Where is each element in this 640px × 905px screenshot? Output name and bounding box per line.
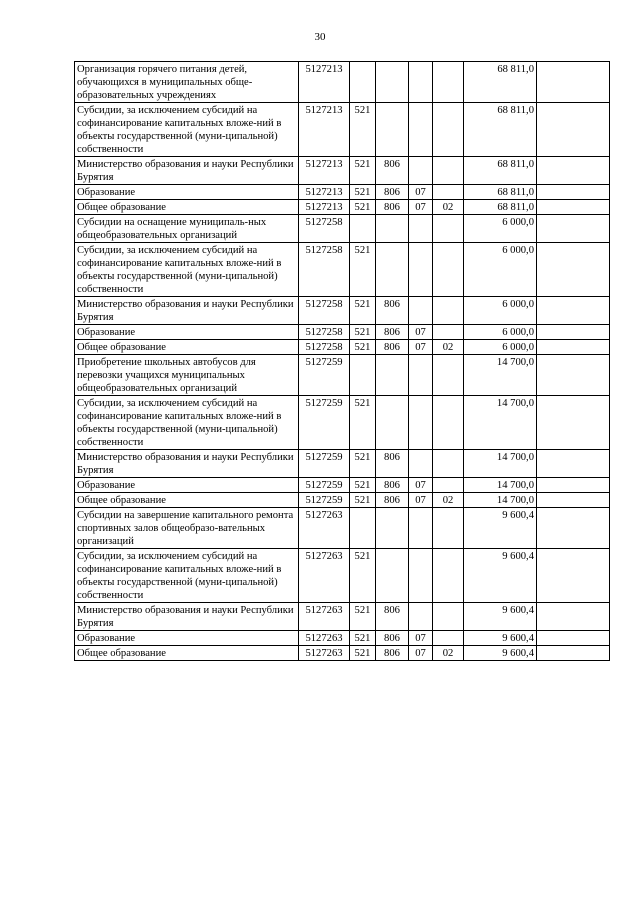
table-row — [75, 103, 610, 157]
budget-table-body — [75, 62, 610, 661]
cell-expense-type-code: 521 — [350, 200, 376, 215]
cell-extra-column — [537, 200, 610, 215]
cell-extra-column — [537, 325, 610, 340]
cell-administrator-code: 806 — [376, 297, 409, 325]
cell-expense-type-code — [350, 215, 376, 243]
cell-subsection-code — [433, 631, 464, 646]
cell-subsection-code — [433, 243, 464, 297]
cell-expense-type-code: 521 — [350, 493, 376, 508]
cell-subsection-code: 02 — [433, 646, 464, 661]
cell-administrator-code — [376, 243, 409, 297]
table-row — [75, 396, 610, 450]
cell-expense-type-code — [350, 508, 376, 549]
cell-item-name: Организация горячего питания детей, обучающихся в муниципальных обще-образовательных учреждениях — [75, 62, 299, 103]
cell-administrator-code: 806 — [376, 478, 409, 493]
cell-administrator-code: 806 — [376, 157, 409, 185]
cell-administrator-code: 806 — [376, 450, 409, 478]
cell-subsection-code — [433, 157, 464, 185]
cell-section-code: 07 — [409, 340, 433, 355]
cell-subsection-code: 02 — [433, 200, 464, 215]
cell-administrator-code — [376, 549, 409, 603]
cell-expense-type-code: 521 — [350, 603, 376, 631]
table-row — [75, 185, 610, 200]
cell-amount: 14 700,0 — [464, 493, 537, 508]
cell-amount: 14 700,0 — [464, 450, 537, 478]
cell-section-code — [409, 243, 433, 297]
cell-target-article-code: 5127258 — [299, 243, 350, 297]
cell-target-article-code: 5127258 — [299, 215, 350, 243]
cell-item-name: Министерство образования и науки Республики Бурятия — [75, 297, 299, 325]
cell-amount: 6 000,0 — [464, 243, 537, 297]
table-row — [75, 243, 610, 297]
cell-subsection-code — [433, 508, 464, 549]
cell-subsection-code — [433, 478, 464, 493]
cell-item-name: Общее образование — [75, 493, 299, 508]
cell-target-article-code: 5127259 — [299, 450, 350, 478]
cell-subsection-code — [433, 62, 464, 103]
cell-target-article-code: 5127259 — [299, 478, 350, 493]
cell-extra-column — [537, 157, 610, 185]
cell-subsection-code — [433, 355, 464, 396]
cell-item-name: Министерство образования и науки Республики Бурятия — [75, 603, 299, 631]
cell-subsection-code — [433, 297, 464, 325]
cell-item-name: Общее образование — [75, 200, 299, 215]
cell-expense-type-code: 521 — [350, 340, 376, 355]
cell-item-name: Министерство образования и науки Республики Бурятия — [75, 157, 299, 185]
table-row — [75, 549, 610, 603]
cell-target-article-code: 5127213 — [299, 200, 350, 215]
table-row — [75, 631, 610, 646]
cell-section-code: 07 — [409, 631, 433, 646]
cell-target-article-code: 5127263 — [299, 508, 350, 549]
cell-target-article-code: 5127213 — [299, 62, 350, 103]
table-row — [75, 603, 610, 631]
cell-amount: 6 000,0 — [464, 297, 537, 325]
cell-section-code: 07 — [409, 478, 433, 493]
cell-subsection-code — [433, 215, 464, 243]
cell-extra-column — [537, 297, 610, 325]
cell-administrator-code — [376, 396, 409, 450]
table-row — [75, 646, 610, 661]
cell-section-code — [409, 103, 433, 157]
cell-amount: 68 811,0 — [464, 157, 537, 185]
cell-amount: 68 811,0 — [464, 185, 537, 200]
cell-item-name: Образование — [75, 325, 299, 340]
cell-target-article-code: 5127258 — [299, 325, 350, 340]
table-row — [75, 355, 610, 396]
cell-extra-column — [537, 396, 610, 450]
cell-expense-type-code: 521 — [350, 396, 376, 450]
cell-section-code: 07 — [409, 646, 433, 661]
cell-subsection-code: 02 — [433, 340, 464, 355]
cell-section-code — [409, 549, 433, 603]
cell-extra-column — [537, 493, 610, 508]
cell-section-code — [409, 157, 433, 185]
cell-section-code — [409, 603, 433, 631]
cell-expense-type-code: 521 — [350, 297, 376, 325]
cell-administrator-code: 806 — [376, 200, 409, 215]
cell-amount: 9 600,4 — [464, 631, 537, 646]
table-row — [75, 450, 610, 478]
cell-extra-column — [537, 478, 610, 493]
table-row — [75, 508, 610, 549]
cell-item-name: Министерство образования и науки Республики Бурятия — [75, 450, 299, 478]
cell-expense-type-code — [350, 62, 376, 103]
cell-extra-column — [537, 450, 610, 478]
cell-extra-column — [537, 103, 610, 157]
cell-amount: 6 000,0 — [464, 215, 537, 243]
cell-amount: 68 811,0 — [464, 103, 537, 157]
cell-amount: 68 811,0 — [464, 200, 537, 215]
cell-item-name: Общее образование — [75, 340, 299, 355]
cell-item-name: Субсидии, за исключением субсидий на софинансирование капитальных вложе-ний в объекты государственной (муни-ципальной) собственности — [75, 549, 299, 603]
cell-administrator-code: 806 — [376, 603, 409, 631]
cell-subsection-code — [433, 396, 464, 450]
cell-extra-column — [537, 340, 610, 355]
table-row — [75, 200, 610, 215]
cell-section-code: 07 — [409, 185, 433, 200]
cell-expense-type-code: 521 — [350, 103, 376, 157]
table-row — [75, 62, 610, 103]
cell-subsection-code — [433, 603, 464, 631]
cell-administrator-code — [376, 508, 409, 549]
cell-administrator-code — [376, 215, 409, 243]
cell-target-article-code: 5127259 — [299, 396, 350, 450]
table-row — [75, 478, 610, 493]
cell-item-name: Образование — [75, 631, 299, 646]
table-row — [75, 325, 610, 340]
cell-item-name: Приобретение школьных автобусов для перевозки учащихся муниципальных общеобразовательных организаций — [75, 355, 299, 396]
cell-expense-type-code: 521 — [350, 185, 376, 200]
cell-amount: 14 700,0 — [464, 355, 537, 396]
cell-subsection-code — [433, 549, 464, 603]
cell-item-name: Субсидии на оснащение муниципаль-ных общеобразовательных организаций — [75, 215, 299, 243]
cell-administrator-code — [376, 355, 409, 396]
cell-expense-type-code — [350, 355, 376, 396]
cell-section-code: 07 — [409, 493, 433, 508]
cell-item-name: Общее образование — [75, 646, 299, 661]
cell-amount: 14 700,0 — [464, 396, 537, 450]
cell-amount: 14 700,0 — [464, 478, 537, 493]
cell-extra-column — [537, 603, 610, 631]
cell-section-code: 07 — [409, 325, 433, 340]
cell-subsection-code: 02 — [433, 493, 464, 508]
table-row — [75, 297, 610, 325]
cell-target-article-code: 5127213 — [299, 185, 350, 200]
cell-expense-type-code: 521 — [350, 631, 376, 646]
cell-section-code — [409, 355, 433, 396]
cell-target-article-code: 5127258 — [299, 297, 350, 325]
cell-extra-column — [537, 549, 610, 603]
cell-target-article-code: 5127259 — [299, 355, 350, 396]
cell-extra-column — [537, 215, 610, 243]
cell-expense-type-code: 521 — [350, 478, 376, 493]
cell-amount: 9 600,4 — [464, 603, 537, 631]
table-row — [75, 340, 610, 355]
cell-section-code — [409, 396, 433, 450]
cell-target-article-code: 5127263 — [299, 549, 350, 603]
cell-administrator-code: 806 — [376, 631, 409, 646]
cell-extra-column — [537, 355, 610, 396]
cell-subsection-code — [433, 325, 464, 340]
cell-section-code: 07 — [409, 200, 433, 215]
cell-administrator-code — [376, 62, 409, 103]
cell-section-code — [409, 297, 433, 325]
cell-extra-column — [537, 243, 610, 297]
cell-target-article-code: 5127213 — [299, 157, 350, 185]
cell-administrator-code: 806 — [376, 493, 409, 508]
cell-administrator-code: 806 — [376, 646, 409, 661]
cell-item-name: Образование — [75, 185, 299, 200]
cell-amount: 9 600,4 — [464, 549, 537, 603]
cell-administrator-code: 806 — [376, 325, 409, 340]
cell-extra-column — [537, 646, 610, 661]
cell-extra-column — [537, 62, 610, 103]
cell-extra-column — [537, 631, 610, 646]
cell-expense-type-code: 521 — [350, 157, 376, 185]
cell-subsection-code — [433, 450, 464, 478]
cell-target-article-code: 5127259 — [299, 493, 350, 508]
cell-item-name: Субсидии на завершение капитального ремонта спортивных залов общеобразо-вательных организаций — [75, 508, 299, 549]
cell-expense-type-code: 521 — [350, 549, 376, 603]
cell-section-code — [409, 450, 433, 478]
cell-section-code — [409, 62, 433, 103]
cell-item-name: Субсидии, за исключением субсидий на софинансирование капитальных вложе-ний в объекты государственной (муни-ципальной) собственности — [75, 103, 299, 157]
cell-expense-type-code: 521 — [350, 243, 376, 297]
cell-target-article-code: 5127263 — [299, 631, 350, 646]
cell-target-article-code: 5127258 — [299, 340, 350, 355]
cell-expense-type-code: 521 — [350, 450, 376, 478]
cell-item-name: Образование — [75, 478, 299, 493]
cell-administrator-code: 806 — [376, 185, 409, 200]
cell-section-code — [409, 215, 433, 243]
budget-table — [74, 61, 610, 661]
cell-amount: 9 600,4 — [464, 646, 537, 661]
cell-extra-column — [537, 185, 610, 200]
cell-amount: 9 600,4 — [464, 508, 537, 549]
cell-administrator-code — [376, 103, 409, 157]
cell-subsection-code — [433, 185, 464, 200]
table-row — [75, 493, 610, 508]
cell-amount: 68 811,0 — [464, 62, 537, 103]
cell-item-name: Субсидии, за исключением субсидий на софинансирование капитальных вложе-ний в объекты государственной (муни-ципальной) собственности — [75, 396, 299, 450]
cell-expense-type-code: 521 — [350, 646, 376, 661]
cell-target-article-code: 5127263 — [299, 646, 350, 661]
cell-amount: 6 000,0 — [464, 325, 537, 340]
cell-item-name: Субсидии, за исключением субсидий на софинансирование капитальных вложе-ний в объекты государственной (муни-ципальной) собственности — [75, 243, 299, 297]
page-number: 30 — [314, 31, 326, 43]
cell-target-article-code: 5127263 — [299, 603, 350, 631]
table-row — [75, 215, 610, 243]
cell-amount: 6 000,0 — [464, 340, 537, 355]
cell-section-code — [409, 508, 433, 549]
cell-subsection-code — [433, 103, 464, 157]
table-row — [75, 157, 610, 185]
cell-target-article-code: 5127213 — [299, 103, 350, 157]
cell-expense-type-code: 521 — [350, 325, 376, 340]
cell-extra-column — [537, 508, 610, 549]
cell-administrator-code: 806 — [376, 340, 409, 355]
